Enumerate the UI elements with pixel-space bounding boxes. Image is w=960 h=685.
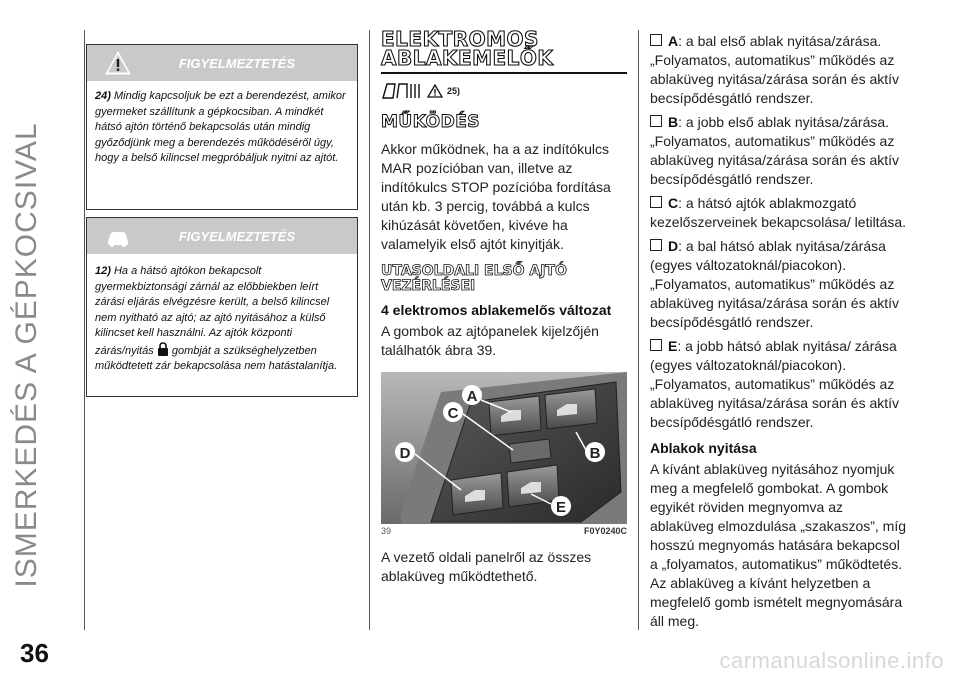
watermark: carmanualsonline.info [719, 648, 944, 673]
paragraph: A kívánt ablaküveg nyitásához nyomjuk meg a megfelelő gombokat. A gombok egyikét röviden megnyomva az ablaküveg elmozdulása „szakaszos”, míg hosszú megnyomás hatására bekapcsol a „folyamatos, automatikus” működtetés. Az ablaküveg a kívánt helyzetben a megfelelő gomb ismételt megnyomására áll meg. [650, 461, 907, 629]
warning-ref: 24) [95, 90, 111, 102]
checkbox-bullet-icon [650, 239, 662, 251]
paragraph-2: A gombok az ajtópanelek kijelzőjén találhatók ábra 39. [381, 323, 599, 358]
sub-heading-line2: VEZÉRLÉSEI [381, 278, 476, 294]
figure-39 [381, 372, 627, 524]
paragraph-3: A vezető oldali panelről az összes ablaküveg működtethető. [381, 549, 592, 584]
main-heading-line2: ABLAKEMELŐK [381, 46, 554, 70]
figure-number: 39 [381, 526, 392, 536]
padlock-icon [157, 342, 169, 356]
chapter-side-title [10, 25, 70, 685]
heading-icons [381, 80, 631, 102]
warning-ref: 12) [95, 265, 111, 277]
main-heading-line1: ELEKTROMOS [381, 27, 539, 51]
warning-title: FIGYELMEZTETÉS [178, 55, 296, 71]
list-item: E: a jobb hátsó ablak nyitása/ zárása (egyes változatoknál/piacokon). „Folyamatos, automatikus” működés az ablaküveg nyitása/zárása során és aktív becsípődésgátló rendszer. [650, 338, 900, 430]
checkbox-bullet-icon [650, 196, 662, 208]
car-warning-icon [105, 224, 131, 248]
column-divider-1 [84, 30, 85, 630]
column-divider-3 [638, 30, 639, 630]
column-2 [381, 27, 631, 586]
list-item: B: a jobb első ablak nyitása/zárása. „Folyamatos, automatikus” működés az ablaküveg nyitása/zárása során és aktív becsípődésgátló rendszer. [650, 114, 900, 187]
checkbox-bullet-icon [650, 115, 662, 127]
list-item: A: a bal első ablak nyitása/zárása. „Folyamatos, automatikus” működés az ablaküveg nyitása/zárása során és aktív becsípődésgátló rendszer. [650, 33, 900, 106]
warning-ref: 25) [447, 86, 461, 96]
callout-c: C [447, 405, 459, 422]
list-item: C: a hátsó ajtók ablakmozgató kezelőszerveinek bekapcsolása/ letiltása. [650, 195, 907, 230]
paragraph-1: Akkor működnek, ha a az indítókulcs MAR pozícióban van, illetve az indítókulcs STOP pozícióba fordítása után kb. 3 percig, továbbá a kulcs kihúzását követően, kivéve ha valamelyik első ajtót kinyitják. [381, 141, 611, 252]
heading-rule [381, 72, 627, 74]
figure-caption [381, 526, 627, 536]
callout-d: D [399, 445, 411, 462]
warning-text-before: Ha a hátsó ajtókon bekapcsolt gyermekbiztonsági zárnál az előbbiekben leírt zárási eljárás elvégzésre került, a belső kilincsel nem nyitható az ajtó; az ajtó nyitásához a külső kilincset kell használni. Az ajtók központi zárás/nyitás [95, 265, 330, 357]
sub-heading-line1: UTASOLDALI ELSŐ AJTÓ [381, 263, 567, 279]
warning-body [87, 81, 357, 177]
sub-heading [381, 264, 631, 294]
figure-code: F0Y0240C [583, 526, 627, 536]
warning-body [87, 254, 357, 385]
warning-text: Mindig kapcsoljuk be ezt a berendezést, amikor gyermeket szállítunk a gépkocsiban. A mindkét hátsó ajtón történő bekapcsolás után mindig győződjünk meg a berendezés működéséről úgy, hogy a belső kilincsel megpróbáljuk nyitni az ajtót. [95, 90, 346, 164]
section-heading: Ablakok nyitása [650, 440, 757, 456]
callout-b: B [589, 445, 601, 462]
warning-header [87, 218, 357, 254]
sub-title: 4 elektromos ablakemelős változat [381, 302, 612, 318]
warning-triangle-icon [105, 51, 131, 75]
callout-a: A [466, 388, 478, 405]
power-window-icon [381, 82, 423, 100]
checkbox-bullet-icon [650, 34, 662, 46]
warning-title: FIGYELMEZTETÉS [178, 228, 296, 244]
warning-triangle-icon [427, 84, 443, 98]
warning-box-1 [86, 44, 358, 210]
chapter-side-title-text: ISMERKEDÉS A GÉPKOCSIVAL [10, 122, 43, 588]
page-number: 36 [20, 638, 49, 668]
column-3 [650, 32, 910, 636]
door-panel-illustration [381, 372, 627, 524]
warning-header [87, 45, 357, 81]
column-divider-2 [369, 30, 370, 630]
warning-box-2 [86, 217, 358, 397]
warning-text-after: gombját a szükséghelyzetben működtetett zár bekapcsolása nem hatástalanítja. [95, 344, 338, 372]
list-item: D: a bal hátsó ablak nyitása/zárása (egyes változatoknál/piacokon). „Folyamatos, automatikus” működés az ablaküveg nyitása/zárása során és aktív becsípődésgátló rendszer. [650, 238, 900, 330]
callout-e: E [555, 499, 567, 516]
section-title: MŰKÖDÉS [381, 112, 481, 132]
checkbox-bullet-icon [650, 339, 662, 351]
